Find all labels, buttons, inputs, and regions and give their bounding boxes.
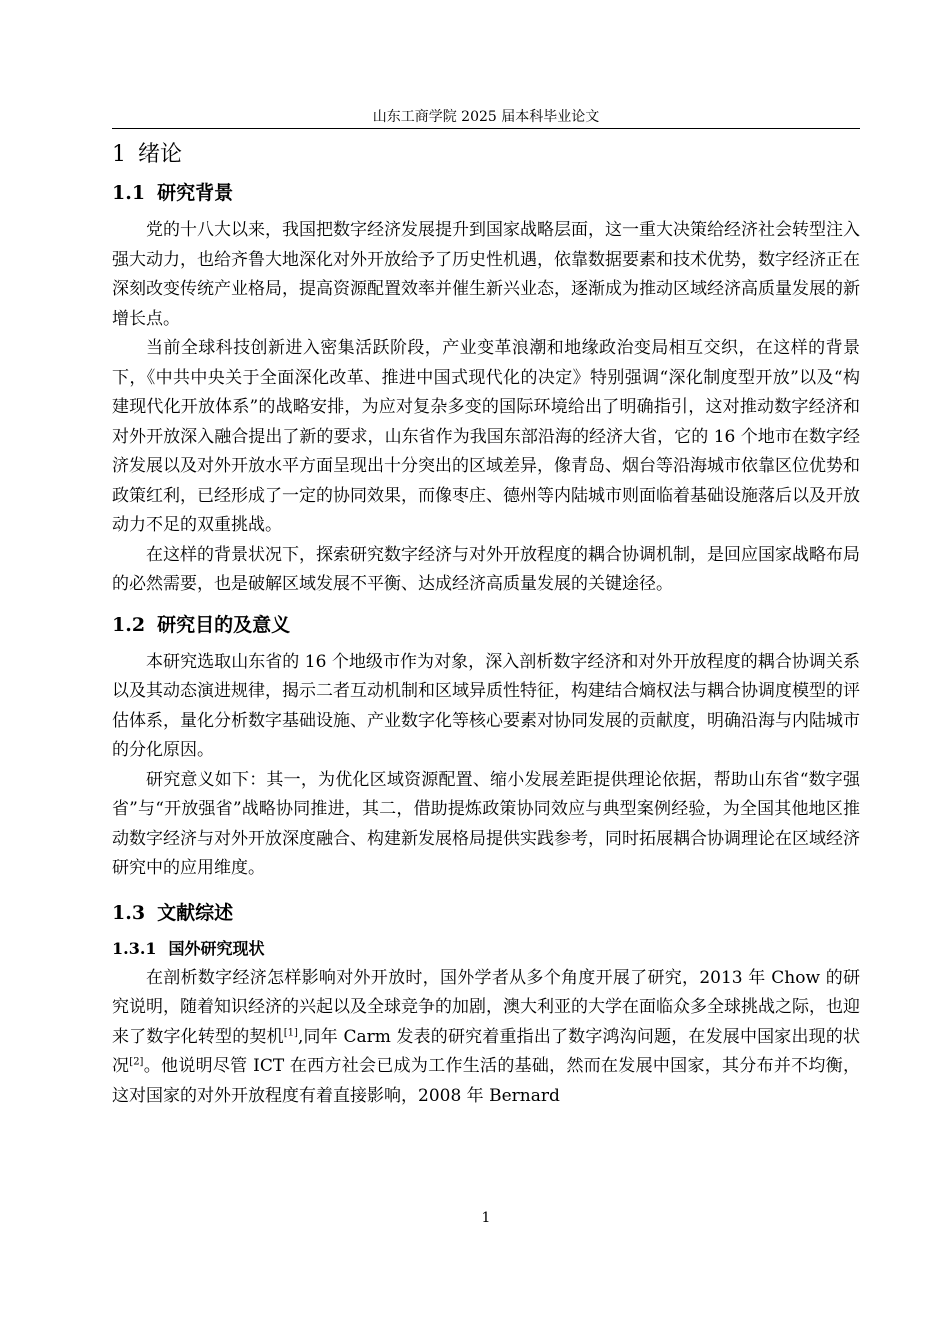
section-title: 研究背景 <box>157 182 234 204</box>
page-header: 山东工商学院 2025 届本科毕业论文 <box>372 109 600 125</box>
paragraph: 本研究选取山东省的 16 个地级市作为对象，深入剖析数字经济和对外开放程度的耦合协调关系以及其动态演进规律，揭示二者互动机制和区域异质性特征，构建结合熵权法与耦合协调度模型的评估体系，量化分析数字基础设施、产业数字化等核心要素对协同发展的贡献度，明确沿海与内陆城市的分化原因。 <box>112 651 860 760</box>
paragraph-text: 在剖析数字经济怎样影响对外开放时，国外学者从多个角度开展了研究，2013 年 Chow 的研究说明，随着知识经济的兴起以及全球竞争的加剧，澳大利亚的大学在面临众多全球挑战之际，也迎来了数字化转型的契机 <box>112 967 860 1047</box>
subsection-number: 1.3.1 <box>112 938 157 958</box>
paragraph: 研究意义如下：其一，为优化区域资源配置、缩小发展差距提供理论依据，帮助山东省“数字强省”与“开放强省”战略协同推进，其二，借助提炼政策协同效应与典型案例经验，为全国其他地区推动数字经济与对外开放深度融合、构建新发展格局提供实践参考，同时拓展耦合协调理论在区域经济研究中的应用维度。 <box>112 769 860 878</box>
section-number: 1.3 <box>112 901 146 924</box>
page-number: 1 <box>481 1210 491 1226</box>
page-body <box>112 138 860 1111</box>
paragraph-text: ,同年 Carm 发表的研究着重指出了数字鸿沟问题，在发展中国家出现的状况 <box>112 1026 860 1076</box>
chapter-title: 绪论 <box>138 142 183 167</box>
section-heading-1-2 <box>112 610 860 640</box>
paragraph: 党的十八大以来，我国把数字经济发展提升到国家战略层面，这一重大决策给经济社会转型注入强大动力，也给齐鲁大地深化对外开放给予了历史性机遇，依靠数据要素和技术优势，数字经济正在深刻改变传统产业格局，提高资源配置效率并催生新兴业态，逐渐成为推动区域经济高质量发展的新增长点。 <box>112 220 860 329</box>
section-heading-1-1 <box>112 178 860 208</box>
citation-ref[interactable]: [1] <box>283 1026 298 1038</box>
paragraph-text: 。他说明尽管 ICT 在西方社会已成为工作生活的基础，然而在发展中国家，其分布并不均衡，这对国家的对外开放程度有着直接影响，2008 年 Bernard <box>112 1056 861 1106</box>
section-heading-1-3 <box>112 898 860 928</box>
subsection-title: 国外研究现状 <box>168 938 265 958</box>
section-number: 1.2 <box>112 613 146 636</box>
citation-ref[interactable]: [2] <box>129 1056 144 1068</box>
paragraph: 当前全球科技创新进入密集活跃阶段，产业变革浪潮和地缘政治变局相互交织，在这样的背景下，《中共中央关于全面深化改革、推进中国式现代化的决定》特别强调“深化制度型开放”以及“构建现代化开放体系”的战略安排，为应对复杂多变的国际环境给出了明确指引，这对推动数字经济和对外开放深入融合提出了新的要求，山东省作为我国东部沿海的经济大省，它的 16 个地市在数字经济发展以及对外开放水平方面呈现出十分突出的区域差异，像青岛、烟台等沿海城市依靠区位优势和政策红利，已经形成了一定的协同效果，而像枣庄、德州等内陆城市则面临着基础设施落后以及开放动力不足的双重挑战。 <box>112 338 860 535</box>
paragraph <box>112 964 860 1112</box>
header-rule <box>112 128 860 129</box>
chapter-heading <box>112 138 860 172</box>
subsection-heading-1-3-1 <box>112 936 860 962</box>
chapter-number: 1 <box>112 142 126 167</box>
section-number: 1.1 <box>112 182 146 204</box>
paragraph: 在这样的背景状况下，探索研究数字经济与对外开放程度的耦合协调机制，是回应国家战略布局的必然需要，也是破解区域发展不平衡、达成经济高质量发展的关键途径。 <box>112 544 860 594</box>
section-title: 文献综述 <box>157 901 234 924</box>
section-title: 研究目的及意义 <box>157 613 291 636</box>
